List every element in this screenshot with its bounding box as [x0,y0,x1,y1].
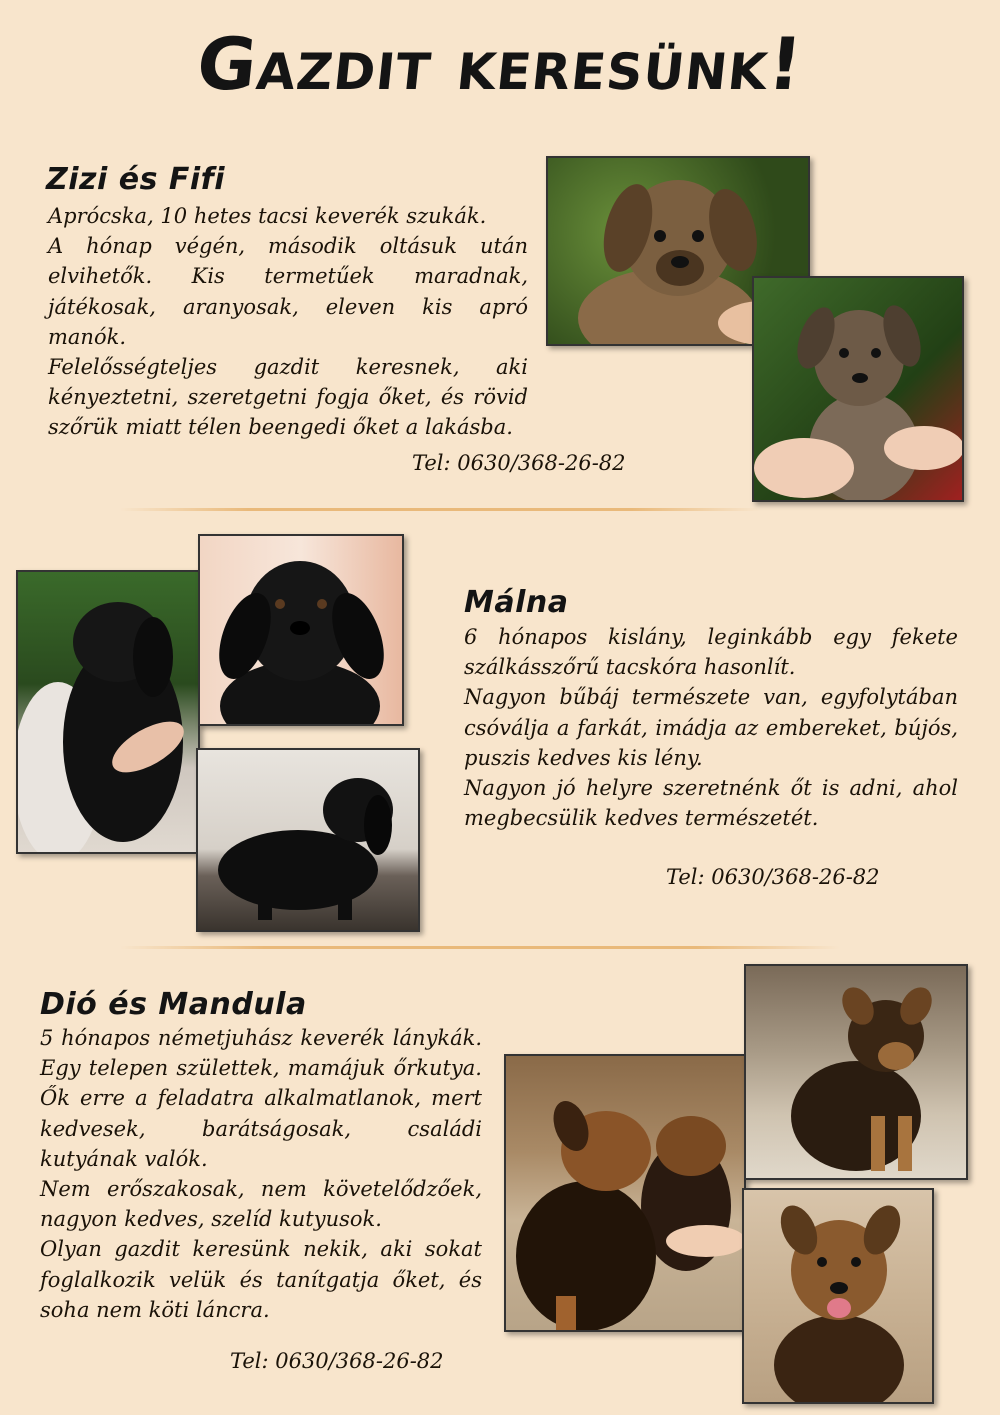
phone-number: Tel: 0630/368-26-82 [412,451,626,475]
puppy-photo [16,570,200,854]
puppy-photo [196,748,420,932]
shepherd-puppy-icon [744,1190,932,1402]
section-heading-malna: Málna [464,585,569,620]
brindle-puppy-icon [754,278,962,500]
page-title: Gazdit keresünk! [193,22,807,106]
black-puppy-icon [18,572,198,852]
puppy-photo [744,964,968,1180]
section-body-dio-mandula [40,1023,482,1325]
puppy-photo [198,534,404,726]
paragraph: Olyan gazdit keresünk nekik, aki sokat foglalkozik velük és tanítgatja őket, és soha nem köti láncra. [40,1237,482,1322]
section-heading-dio-mandula: Dió és Mandula [40,987,307,1022]
section-body-zizi-fifi [48,201,528,443]
shepherd-puppy-icon [746,966,966,1178]
black-puppy-icon [198,750,418,930]
phone-number: Tel: 0630/368-26-82 [230,1349,444,1373]
puppy-photo [504,1054,746,1332]
paragraph: Nagyon jó helyre szeretnénk őt is adni, ahol megbecsülik kedves természetét. [464,776,958,831]
puppy-photo [752,276,964,502]
paragraph: A hónap végén, második oltásuk után elvihetők. Kis termetűek maradnak, játékosak, aranyosak, eleven kis apró manók. [48,234,528,349]
section-heading-zizi-fifi: Zizi és Fifi [46,162,225,197]
section-divider [120,946,840,949]
puppy-photo [742,1188,934,1404]
paragraph: Aprócska, 10 hetes tacsi keverék szukák. [48,204,487,228]
paragraph: Felelősségteljes gazdit keresnek, aki kényeztetni, szeretgetni fogja őket, és rövid szőrük miatt télen beengedi őket a lakásba. [48,355,528,440]
paragraph: Nem erőszakosak, nem követelődzőek, nagyon kedves, szelíd kutyusok. [40,1177,482,1232]
phone-number: Tel: 0630/368-26-82 [666,865,880,889]
shepherd-puppies-icon [506,1056,744,1330]
section-body-malna [464,622,958,833]
section-divider [120,508,760,511]
paragraph: 6 hónapos kislány, leginkább egy fekete szálkásszőrű tacskóra hasonlít. [464,625,958,680]
paragraph: Nagyon bűbáj természete van, egyfolytában csóválja a farkát, imádja az embereket, bújós, puszis kedves kis lény. [464,685,958,770]
black-puppy-icon [200,536,402,724]
paragraph: 5 hónapos németjuhász keverék lánykák. Egy telepen születtek, mamájuk őrkutya. Ők erre a feladatra alkalmatlanok, mert kedvesek, barátságosak, családi kutyának valók. [40,1026,482,1171]
